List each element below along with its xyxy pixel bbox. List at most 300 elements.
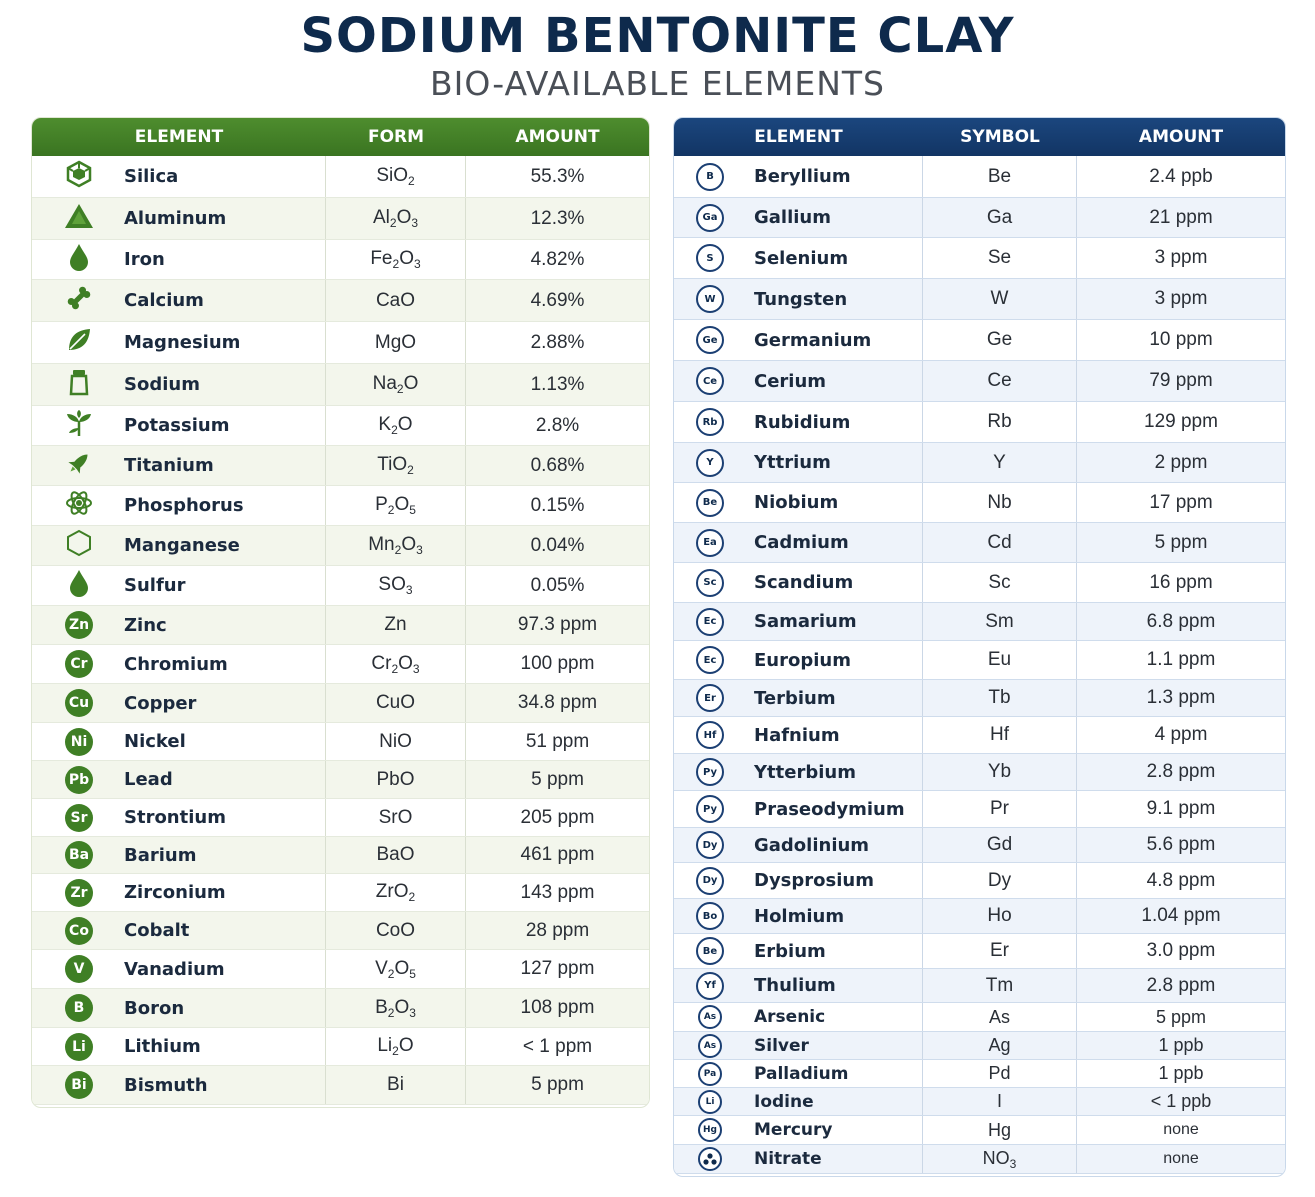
element-name: Chromium [124, 653, 228, 675]
table-row [674, 641, 1285, 680]
element-cell [674, 1032, 923, 1059]
form-cell [326, 723, 466, 760]
element-icon-wrap [60, 245, 98, 275]
element-cell [674, 279, 923, 319]
symbol: Er [990, 940, 1009, 961]
badge-label: Bo [702, 910, 718, 922]
amount-cell: 205 ppm [520, 806, 595, 828]
symbol-cell [923, 198, 1077, 237]
badge-label: Sr [70, 809, 88, 826]
element-cell [32, 566, 326, 605]
trace-elements-body [674, 156, 1285, 1174]
symbol: Yb [987, 761, 1012, 782]
symbol-cell [923, 1060, 1077, 1087]
element-badge-icon [696, 608, 724, 636]
element-badge-icon [696, 684, 724, 712]
badge-label: Pa [703, 1068, 717, 1079]
symbol-cell [923, 156, 1077, 197]
element-name: Boron [124, 997, 185, 1019]
table-row [32, 486, 649, 526]
element-name: Selenium [754, 247, 849, 269]
element-name: Terbium [754, 687, 836, 709]
table-row [32, 950, 649, 989]
symbol-cell [923, 523, 1077, 562]
element-cell [674, 523, 923, 562]
amount-cell: 28 ppm [525, 919, 590, 941]
element-badge-icon [696, 902, 724, 930]
badge-label: Hf [703, 729, 717, 741]
element-badge-icon [696, 489, 724, 517]
element-badge-icon [698, 1034, 722, 1058]
table-row [32, 526, 649, 566]
badge-label: As [703, 1012, 717, 1022]
element-cell [674, 483, 923, 522]
element-name: Zirconium [124, 882, 226, 903]
element-badge-icon [696, 529, 724, 557]
header-form: FORM [367, 127, 425, 147]
element-badge-icon [696, 867, 724, 895]
table-row [674, 680, 1285, 717]
badge-label: Hg [703, 1125, 717, 1135]
atom-icon [65, 489, 93, 522]
element-cell [674, 791, 923, 827]
element-name: Tungsten [754, 288, 848, 310]
element-name: Manganese [124, 535, 240, 556]
element-cell [674, 238, 923, 278]
badge-label: Py [702, 766, 718, 778]
table-row [32, 837, 649, 874]
element-name: Strontium [124, 807, 226, 828]
form-cell [326, 606, 466, 644]
symbol-cell [923, 1145, 1077, 1173]
badge-label: Ce [702, 375, 718, 387]
element-name: Cobalt [124, 920, 190, 941]
element-icon-wrap [60, 649, 98, 679]
table-row [32, 874, 649, 912]
formula: BaO [376, 844, 415, 865]
symbol-cell [923, 754, 1077, 790]
amount-cell: 2.88% [530, 331, 585, 353]
badge-label: Zr [70, 884, 88, 901]
element-cell [32, 606, 326, 644]
element-badge-icon [696, 646, 724, 674]
hexagon-outline-icon [65, 529, 93, 562]
symbol-cell [923, 680, 1077, 716]
table-row [674, 1032, 1285, 1060]
badge-label: Py [702, 803, 718, 815]
symbol: Gd [986, 834, 1013, 855]
formula: SiO$_2$ [376, 165, 415, 188]
header-amount: AMOUNT [1138, 127, 1224, 147]
amount-cell: 1.3 ppm [1146, 687, 1216, 708]
symbol: Rb [987, 411, 1012, 432]
element-cell [32, 280, 326, 321]
element-name: Beryllium [754, 166, 851, 187]
table-row [32, 761, 649, 799]
element-badge-icon [698, 1147, 722, 1171]
table-row [674, 791, 1285, 828]
form-cell [326, 280, 466, 321]
page-subtitle: BIO-AVAILABLE ELEMENTS [430, 64, 885, 103]
element-icon-wrap [60, 688, 98, 718]
badge-label: Bi [71, 1077, 87, 1093]
badge-label: Rb [702, 416, 718, 428]
badge-label: Cr [70, 656, 88, 672]
form-cell [326, 364, 466, 405]
element-name: Rubidium [754, 411, 851, 433]
symbol-cell [923, 483, 1077, 522]
element-name: Zinc [124, 614, 167, 636]
amount-cell: 129 ppm [1144, 411, 1218, 432]
table-row [32, 280, 649, 322]
element-name: Magnesium [124, 332, 241, 353]
element-cell [32, 723, 326, 760]
table-row [674, 402, 1285, 443]
element-cell [674, 1060, 923, 1087]
table-row [674, 603, 1285, 641]
symbol: Tm [985, 974, 1014, 996]
element-name: Niobium [754, 492, 839, 513]
element-icon-wrap [60, 610, 98, 640]
table-row [674, 899, 1285, 934]
symbol-cell [923, 402, 1077, 442]
header-amount: AMOUNT [515, 127, 600, 147]
form-cell [326, 198, 466, 239]
symbol-cell [923, 279, 1077, 319]
amount-cell: 4 ppm [1154, 724, 1208, 745]
element-cell [674, 680, 923, 716]
formula: $K_2O$ [378, 414, 413, 437]
header-symbol: SYMBOL [960, 127, 1040, 147]
amount-cell: 5 ppm [531, 768, 584, 790]
element-icon-wrap [60, 916, 98, 946]
symbol: I [996, 1091, 1002, 1111]
element-icon-wrap [60, 840, 98, 870]
amount-cell: 100 ppm [520, 653, 595, 674]
table-row [32, 1066, 649, 1105]
element-cell [674, 717, 923, 753]
symbol: Ho [987, 905, 1012, 926]
amount-cell: 2.8% [535, 414, 580, 436]
amount-cell: 16 ppm [1149, 571, 1213, 593]
badge-label: Cu [68, 695, 90, 711]
amount-cell: 0.15% [530, 494, 585, 516]
element-icon-wrap [60, 162, 98, 192]
symbol-cell [923, 717, 1077, 753]
symbol-cell [923, 641, 1077, 679]
element-cell [32, 761, 326, 798]
symbol: W [990, 288, 1009, 309]
table-row [32, 606, 649, 645]
table-row [674, 198, 1285, 238]
element-icon-wrap [60, 954, 98, 984]
form-cell [326, 1028, 466, 1065]
element-icon-wrap [60, 727, 98, 757]
element-cell [32, 1066, 326, 1104]
leaf-icon [65, 326, 93, 359]
symbol: Ga [986, 206, 1013, 228]
element-badge-icon [65, 1033, 93, 1061]
element-cell [32, 322, 326, 363]
form-cell [326, 486, 466, 525]
formula: $Fe_2O_3$ [370, 248, 421, 271]
element-name: Holmium [754, 905, 845, 927]
element-badge-icon [696, 795, 724, 823]
element-name: Iron [124, 249, 165, 270]
major-elements-header [32, 118, 649, 156]
table-row [674, 934, 1285, 969]
badge-label: Be [702, 497, 718, 508]
element-cell [32, 406, 326, 445]
element-badge-icon [696, 972, 724, 1000]
element-icon-wrap [60, 286, 98, 316]
symbol: Pd [988, 1063, 1011, 1083]
amount-cell: none [1163, 1121, 1199, 1138]
symbol-cell [923, 1032, 1077, 1059]
element-cell [674, 754, 923, 790]
element-icon-wrap [60, 328, 98, 358]
badge-label: Li [72, 1038, 86, 1055]
element-icon-wrap [60, 491, 98, 521]
table-row [674, 1145, 1285, 1174]
element-icon-wrap [60, 531, 98, 561]
form-cell [326, 446, 466, 485]
table-row [674, 238, 1285, 279]
element-cell [674, 361, 923, 401]
badge-label: Li [705, 1096, 715, 1107]
amount-cell: 10 ppm [1149, 329, 1213, 350]
element-name: Nickel [124, 731, 186, 752]
amount-cell: 0.04% [530, 534, 585, 556]
amount-cell: 2.8 ppm [1146, 761, 1216, 782]
element-cell [674, 1116, 923, 1144]
symbol: Nb [987, 491, 1012, 513]
table-row [674, 863, 1285, 899]
symbol: Pr [990, 798, 1009, 819]
amount-cell: 2.8 ppm [1146, 974, 1216, 996]
amount-cell: 4.82% [530, 248, 585, 270]
element-icon-wrap [60, 1070, 98, 1100]
element-cell [674, 863, 923, 898]
badge-label: Y [706, 457, 714, 468]
element-cell [32, 989, 326, 1027]
table-row [674, 1003, 1285, 1032]
element-name: Arsenic [754, 1007, 826, 1027]
badge-label: As [703, 1040, 717, 1051]
formula: ZrO$_2$ [375, 881, 416, 904]
symbol-cell [923, 899, 1077, 933]
droplet-icon [68, 569, 90, 602]
element-name: Sulfur [124, 575, 186, 596]
amount-cell: 0.68% [530, 454, 585, 476]
badge-label: Dy [702, 875, 718, 886]
element-badge-icon [696, 326, 724, 354]
element-badge-icon [696, 758, 724, 786]
formula: $Mn_2O_3$ [368, 534, 423, 557]
amount-cell: 3.0 ppm [1146, 940, 1216, 961]
amount-cell: 3 ppm [1154, 247, 1208, 268]
table-row [674, 279, 1285, 320]
form-cell [326, 526, 466, 565]
amount-cell: 1.1 ppm [1146, 649, 1216, 670]
formula: $V_2O_5$ [375, 957, 416, 981]
symbol-cell [923, 320, 1077, 360]
major-elements-body [32, 156, 649, 1105]
amount-cell: none [1163, 1150, 1199, 1167]
badge-label: Co [69, 922, 89, 939]
form-cell [326, 566, 466, 605]
element-icon-wrap [60, 451, 98, 481]
element-badge-icon [65, 689, 93, 717]
element-name: Aluminum [124, 208, 227, 229]
element-name: Europium [754, 649, 851, 671]
amount-cell: 21 ppm [1149, 206, 1213, 228]
element-name: Titanium [124, 455, 214, 476]
element-badge-icon [696, 831, 724, 859]
formula: $Na_2O$ [372, 373, 419, 396]
badge-label: Sc [703, 577, 717, 588]
formula: PbO [376, 768, 415, 790]
badge-label: Pb [68, 771, 90, 788]
element-badge-icon [696, 367, 724, 395]
element-badge-icon [696, 408, 724, 436]
element-cell [674, 320, 923, 360]
element-cell [32, 156, 326, 197]
badge-label: V [73, 961, 85, 977]
amount-cell: 1 ppb [1158, 1035, 1204, 1055]
element-name: Calcium [124, 290, 204, 311]
symbol: Be [987, 165, 1012, 187]
amount-cell: 5 ppm [1154, 531, 1208, 553]
table-row [32, 406, 649, 446]
element-name: Cadmium [754, 532, 849, 553]
element-name: Copper [124, 692, 197, 714]
form-cell [326, 799, 466, 836]
symbol-cell [923, 791, 1077, 827]
element-name: Cerium [754, 370, 827, 392]
element-badge-icon [65, 917, 93, 945]
element-badge-icon [696, 569, 724, 597]
element-name: Barium [124, 844, 197, 866]
symbol-cell [923, 443, 1077, 482]
element-name: Dysprosium [754, 870, 874, 891]
formula: Zn [384, 614, 407, 635]
formula: $P_2O_5$ [375, 494, 416, 517]
element-badge-icon [696, 285, 724, 313]
element-name: Lead [124, 769, 173, 790]
element-name: Scandium [754, 572, 854, 593]
amount-cell: 17 ppm [1149, 491, 1213, 513]
element-icon-wrap [60, 411, 98, 441]
symbol: Ag [988, 1035, 1011, 1055]
element-badge-icon [696, 204, 724, 232]
form-cell [326, 950, 466, 988]
amount-cell: 5 ppm [1155, 1006, 1207, 1027]
element-icon-wrap [60, 370, 98, 400]
form-cell [326, 874, 466, 911]
element-icon-wrap [60, 765, 98, 795]
triangle-icon [64, 203, 94, 234]
amount-cell: 9.1 ppm [1146, 798, 1216, 819]
bone-icon [65, 284, 93, 317]
amount-cell: 461 ppm [520, 844, 595, 865]
element-name: Mercury [754, 1120, 833, 1140]
formula: MgO [374, 331, 417, 353]
element-name: Gadolinium [754, 834, 870, 856]
formula: $Al_2O_3$ [372, 207, 419, 230]
amount-cell: 108 ppm [520, 997, 595, 1018]
amount-cell: 2 ppm [1154, 451, 1208, 473]
symbol-cell [923, 238, 1077, 278]
table-row [32, 645, 649, 684]
symbol: Y [993, 451, 1006, 473]
badge-label: Be [702, 945, 718, 957]
element-name: Potassium [124, 415, 230, 436]
formula: CoO [375, 919, 416, 941]
symbol: As [988, 1006, 1010, 1027]
element-badge-icon [698, 1118, 722, 1142]
table-row [674, 156, 1285, 198]
form-cell [326, 322, 466, 363]
table-row [674, 969, 1285, 1003]
symbol: Hg [987, 1119, 1011, 1140]
element-cell [674, 969, 923, 1002]
amount-cell: 1.13% [530, 373, 585, 395]
element-cell [32, 526, 326, 565]
amount-cell: 4.8 ppm [1146, 869, 1216, 891]
symbol: Sc [988, 571, 1011, 593]
form-cell [326, 837, 466, 873]
table-row [32, 364, 649, 406]
formula: TiO$_2$ [377, 454, 414, 477]
amount-cell: 3 ppm [1154, 288, 1208, 309]
element-name: Germanium [754, 329, 872, 351]
badge-label: Ec [703, 616, 717, 627]
element-cell [32, 240, 326, 279]
amount-cell: 0.05% [530, 574, 585, 596]
element-cell [32, 198, 326, 239]
element-badge-icon [65, 1071, 93, 1099]
table-row [674, 717, 1285, 754]
badge-label: Yf [704, 980, 716, 991]
rocket-icon [65, 449, 93, 482]
element-badge-icon [698, 1090, 722, 1114]
element-badge-icon [65, 804, 93, 832]
element-badge-icon [65, 955, 93, 983]
badge-label: Er [704, 692, 716, 704]
element-name: Lithium [124, 1036, 201, 1057]
hexagon-crystal-icon [65, 160, 93, 193]
element-cell [32, 486, 326, 525]
element-name: Erbium [754, 940, 826, 962]
element-cell [32, 837, 326, 873]
element-name: Vanadium [124, 958, 225, 980]
table-row [32, 322, 649, 364]
amount-cell: 1 ppb [1158, 1063, 1204, 1083]
element-badge-icon [65, 841, 93, 869]
formula: $SO_3$ [378, 574, 413, 597]
badge-label: Zn [68, 617, 90, 633]
element-cell [674, 1088, 923, 1115]
page-title: SODIUM BENTONITE CLAY [300, 8, 1015, 64]
header-element: ELEMENT [134, 127, 224, 147]
element-cell [674, 1003, 923, 1031]
symbol: Sm [985, 610, 1014, 632]
symbol: Cd [987, 531, 1012, 553]
symbol-cell [923, 563, 1077, 602]
table-row [674, 320, 1285, 361]
element-cell [32, 645, 326, 683]
